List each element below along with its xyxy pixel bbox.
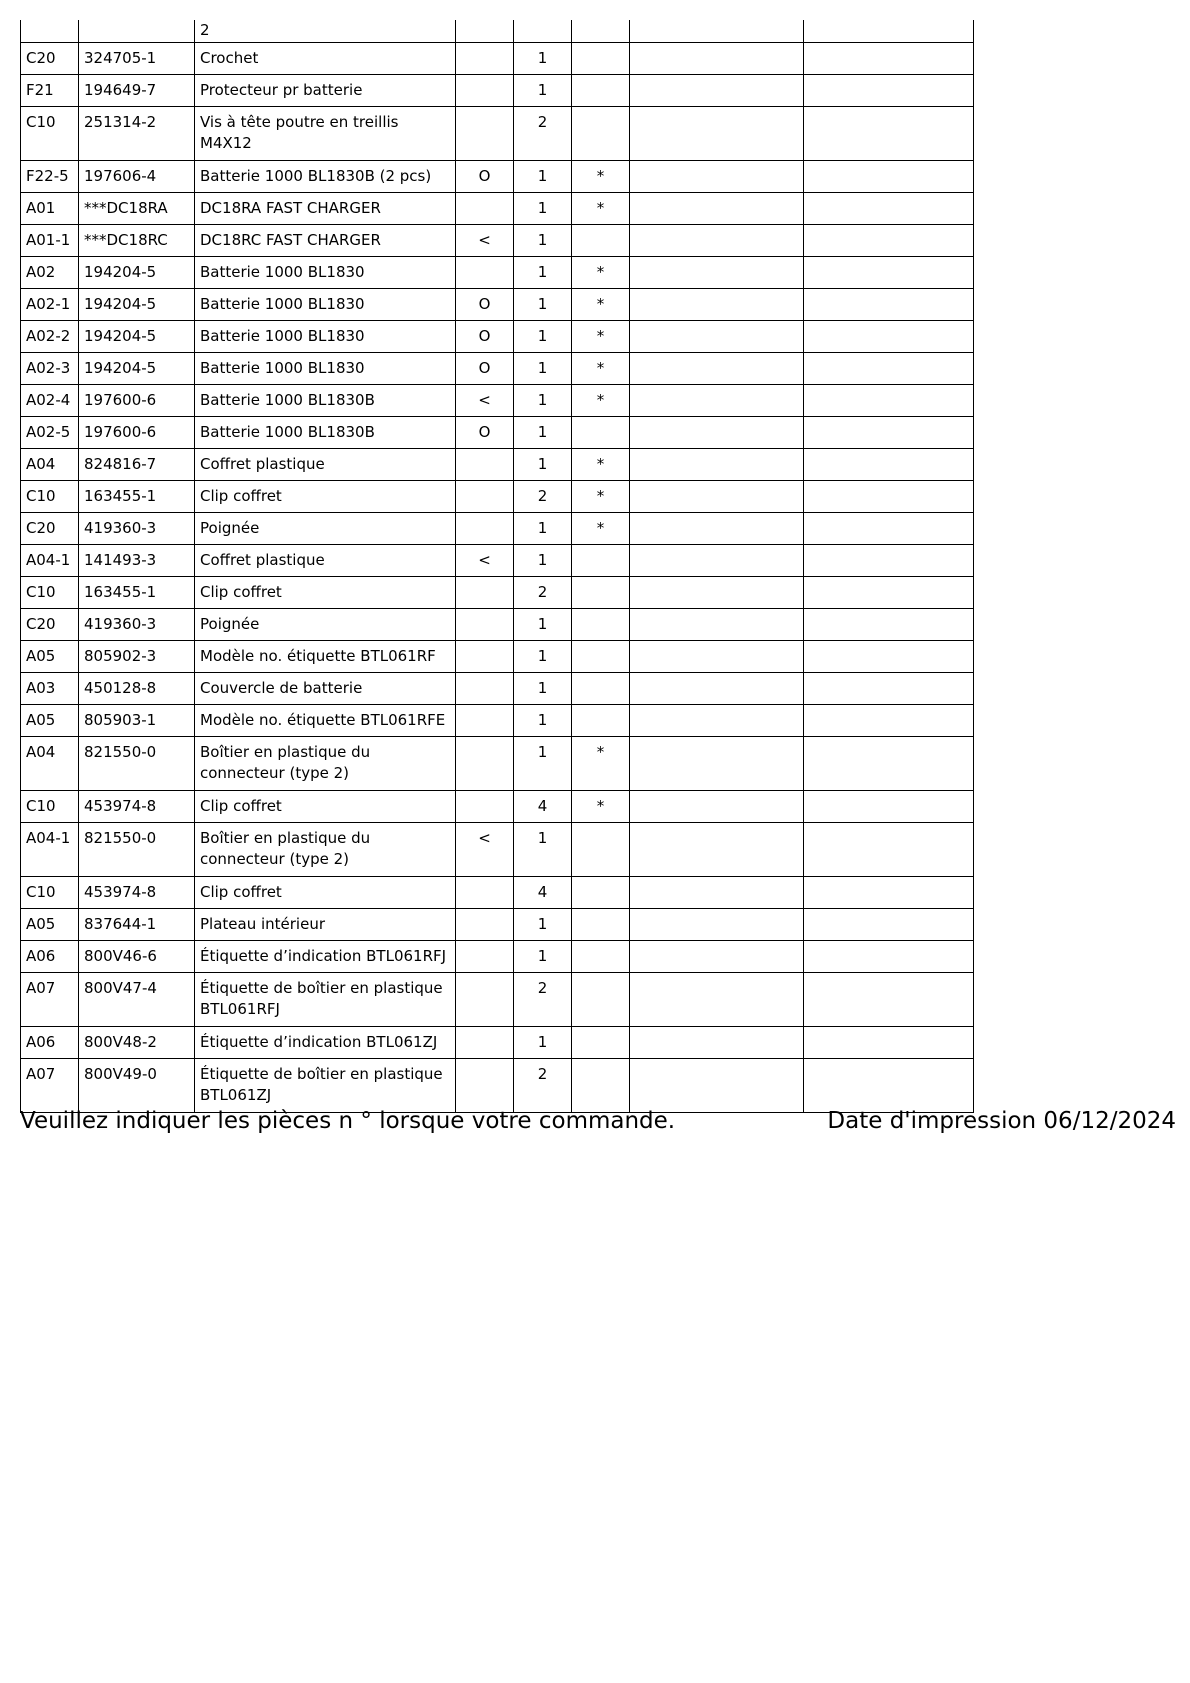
mark-cell xyxy=(456,449,514,481)
mark-cell: < xyxy=(456,225,514,257)
empty-cell xyxy=(630,43,804,75)
part-number-cell: 194204-5 xyxy=(79,289,195,321)
mark-cell xyxy=(456,75,514,107)
part-number-cell: 197600-6 xyxy=(79,417,195,449)
table-row xyxy=(21,417,974,449)
quantity-cell: 1 xyxy=(514,257,572,289)
part-number-cell: 194204-5 xyxy=(79,353,195,385)
table-row xyxy=(21,705,974,737)
description-cell: Boîtier en plastique du connecteur (type 2) xyxy=(195,823,456,877)
empty-cell xyxy=(630,1059,804,1113)
ref-cell: C10 xyxy=(21,577,79,609)
empty-cell xyxy=(804,385,974,417)
mark-cell: O xyxy=(456,161,514,193)
star-cell xyxy=(572,43,630,75)
table-row xyxy=(21,1059,974,1113)
mark-cell xyxy=(456,577,514,609)
description-cell: Crochet xyxy=(195,43,456,75)
empty-cell xyxy=(630,973,804,1027)
empty-cell xyxy=(804,449,974,481)
part-number-cell: 800V47-4 xyxy=(79,973,195,1027)
parts-table-body xyxy=(21,20,974,1113)
quantity-cell: 1 xyxy=(514,417,572,449)
star-cell xyxy=(572,941,630,973)
star-cell xyxy=(572,225,630,257)
star-cell xyxy=(572,909,630,941)
quantity-cell: 1 xyxy=(514,705,572,737)
star-cell xyxy=(572,417,630,449)
quantity-cell: 1 xyxy=(514,43,572,75)
description-cell: Batterie 1000 BL1830 xyxy=(195,289,456,321)
empty-cell xyxy=(630,417,804,449)
description-cell: Étiquette d’indication BTL061ZJ xyxy=(195,1027,456,1059)
part-number-cell: 453974-8 xyxy=(79,791,195,823)
mark-cell xyxy=(456,1027,514,1059)
mark-cell xyxy=(456,909,514,941)
description-cell: Modèle no. étiquette BTL061RF xyxy=(195,641,456,673)
quantity-cell: 1 xyxy=(514,1027,572,1059)
part-number-cell: 800V49-0 xyxy=(79,1059,195,1113)
star-cell xyxy=(572,877,630,909)
description-cell: Batterie 1000 BL1830 xyxy=(195,353,456,385)
part-number-cell: 141493-3 xyxy=(79,545,195,577)
empty-cell xyxy=(630,75,804,107)
description-cell: Batterie 1000 BL1830B (2 pcs) xyxy=(195,161,456,193)
empty-cell xyxy=(804,289,974,321)
description-cell: Batterie 1000 BL1830 xyxy=(195,257,456,289)
table-row xyxy=(21,193,974,225)
part-number-cell: 197606-4 xyxy=(79,161,195,193)
empty-cell xyxy=(630,513,804,545)
empty-cell xyxy=(804,513,974,545)
quantity-cell: 2 xyxy=(514,107,572,161)
empty-cell xyxy=(804,577,974,609)
quantity-cell xyxy=(514,20,572,43)
mark-cell: O xyxy=(456,321,514,353)
description-cell: Clip coffret xyxy=(195,577,456,609)
empty-cell xyxy=(630,353,804,385)
mark-cell xyxy=(456,737,514,791)
table-row xyxy=(21,737,974,791)
empty-cell xyxy=(630,289,804,321)
empty-cell xyxy=(630,577,804,609)
star-cell xyxy=(572,107,630,161)
quantity-cell: 1 xyxy=(514,193,572,225)
part-number-cell: ***DC18RA xyxy=(79,193,195,225)
table-row xyxy=(21,609,974,641)
quantity-cell: 1 xyxy=(514,673,572,705)
empty-cell xyxy=(804,1059,974,1113)
star-cell: * xyxy=(572,161,630,193)
ref-cell: A01 xyxy=(21,193,79,225)
quantity-cell: 2 xyxy=(514,973,572,1027)
star-cell xyxy=(572,973,630,1027)
empty-cell xyxy=(804,353,974,385)
empty-cell xyxy=(630,705,804,737)
quantity-cell: 1 xyxy=(514,737,572,791)
table-row xyxy=(21,257,974,289)
empty-cell xyxy=(804,161,974,193)
empty-cell xyxy=(804,941,974,973)
quantity-cell: 1 xyxy=(514,225,572,257)
ref-cell: A07 xyxy=(21,1059,79,1113)
empty-cell xyxy=(630,545,804,577)
ref-cell: A04-1 xyxy=(21,545,79,577)
ref-cell: A04 xyxy=(21,449,79,481)
mark-cell xyxy=(456,107,514,161)
ref-cell: A02-5 xyxy=(21,417,79,449)
ref-cell: C20 xyxy=(21,513,79,545)
mark-cell: O xyxy=(456,353,514,385)
quantity-cell: 1 xyxy=(514,641,572,673)
ref-cell xyxy=(21,20,79,43)
quantity-cell: 1 xyxy=(514,161,572,193)
part-number-cell: 824816-7 xyxy=(79,449,195,481)
mark-cell xyxy=(456,1059,514,1113)
empty-cell xyxy=(804,673,974,705)
mark-cell: O xyxy=(456,289,514,321)
empty-cell xyxy=(630,20,804,43)
mark-cell xyxy=(456,791,514,823)
empty-cell xyxy=(804,737,974,791)
part-number-cell: 163455-1 xyxy=(79,481,195,513)
table-row xyxy=(21,791,974,823)
quantity-cell: 1 xyxy=(514,609,572,641)
mark-cell xyxy=(456,43,514,75)
part-number-cell: 194204-5 xyxy=(79,257,195,289)
empty-cell xyxy=(804,75,974,107)
empty-cell xyxy=(630,107,804,161)
description-cell: Batterie 1000 BL1830B xyxy=(195,385,456,417)
quantity-cell: 1 xyxy=(514,909,572,941)
table-row xyxy=(21,909,974,941)
description-cell: Protecteur pr batterie xyxy=(195,75,456,107)
empty-cell xyxy=(804,973,974,1027)
description-cell: Poignée xyxy=(195,609,456,641)
empty-cell xyxy=(630,161,804,193)
description-cell: 2 xyxy=(195,20,456,43)
star-cell: * xyxy=(572,193,630,225)
part-number-cell: ***DC18RC xyxy=(79,225,195,257)
description-cell: Étiquette de boîtier en plastique BTL061ZJ xyxy=(195,1059,456,1113)
table-row xyxy=(21,107,974,161)
star-cell xyxy=(572,20,630,43)
table-row xyxy=(21,941,974,973)
mark-cell xyxy=(456,193,514,225)
table-row xyxy=(21,385,974,417)
empty-cell xyxy=(804,1027,974,1059)
ref-cell: A04 xyxy=(21,737,79,791)
empty-cell xyxy=(630,481,804,513)
mark-cell xyxy=(456,20,514,43)
description-cell: Boîtier en plastique du connecteur (type 2) xyxy=(195,737,456,791)
quantity-cell: 1 xyxy=(514,321,572,353)
ref-cell: F21 xyxy=(21,75,79,107)
ref-cell: A05 xyxy=(21,909,79,941)
star-cell: * xyxy=(572,513,630,545)
ref-cell: C20 xyxy=(21,609,79,641)
star-cell: * xyxy=(572,321,630,353)
star-cell xyxy=(572,1059,630,1113)
star-cell: * xyxy=(572,353,630,385)
description-cell: Étiquette de boîtier en plastique BTL061RFJ xyxy=(195,973,456,1027)
description-cell: Modèle no. étiquette BTL061RFE xyxy=(195,705,456,737)
ref-cell: A05 xyxy=(21,641,79,673)
quantity-cell: 1 xyxy=(514,513,572,545)
table-row xyxy=(21,481,974,513)
part-number-cell: 453974-8 xyxy=(79,877,195,909)
empty-cell xyxy=(630,737,804,791)
quantity-cell: 4 xyxy=(514,877,572,909)
empty-cell xyxy=(630,225,804,257)
empty-cell xyxy=(804,823,974,877)
table-row xyxy=(21,1027,974,1059)
mark-cell: < xyxy=(456,385,514,417)
part-number-cell: 800V46-6 xyxy=(79,941,195,973)
table-row xyxy=(21,449,974,481)
ref-cell: A05 xyxy=(21,705,79,737)
star-cell: * xyxy=(572,737,630,791)
ref-cell: C10 xyxy=(21,107,79,161)
mark-cell: < xyxy=(456,545,514,577)
part-number-cell: 805902-3 xyxy=(79,641,195,673)
empty-cell xyxy=(804,877,974,909)
star-cell xyxy=(572,641,630,673)
ref-cell: A02-2 xyxy=(21,321,79,353)
empty-cell xyxy=(630,673,804,705)
ref-cell: C10 xyxy=(21,791,79,823)
part-number-cell: 821550-0 xyxy=(79,737,195,791)
ref-cell: A03 xyxy=(21,673,79,705)
mark-cell xyxy=(456,609,514,641)
continuation-row xyxy=(21,20,974,43)
empty-cell xyxy=(630,641,804,673)
star-cell xyxy=(572,673,630,705)
ref-cell: A07 xyxy=(21,973,79,1027)
part-number-cell: 450128-8 xyxy=(79,673,195,705)
star-cell: * xyxy=(572,385,630,417)
empty-cell xyxy=(630,909,804,941)
empty-cell xyxy=(630,449,804,481)
quantity-cell: 1 xyxy=(514,545,572,577)
empty-cell xyxy=(804,609,974,641)
star-cell: * xyxy=(572,257,630,289)
description-cell: Clip coffret xyxy=(195,791,456,823)
table-row xyxy=(21,673,974,705)
ref-cell: C10 xyxy=(21,481,79,513)
star-cell xyxy=(572,577,630,609)
empty-cell xyxy=(630,257,804,289)
ref-cell: A02-4 xyxy=(21,385,79,417)
star-cell xyxy=(572,705,630,737)
table-row xyxy=(21,577,974,609)
table-row xyxy=(21,973,974,1027)
empty-cell xyxy=(630,1027,804,1059)
description-cell: Batterie 1000 BL1830 xyxy=(195,321,456,353)
empty-cell xyxy=(804,791,974,823)
description-cell: Clip coffret xyxy=(195,877,456,909)
empty-cell xyxy=(630,609,804,641)
table-row xyxy=(21,321,974,353)
quantity-cell: 1 xyxy=(514,75,572,107)
mark-cell: < xyxy=(456,823,514,877)
table-row xyxy=(21,641,974,673)
empty-cell xyxy=(630,823,804,877)
table-row xyxy=(21,545,974,577)
star-cell xyxy=(572,823,630,877)
description-cell: Coffret plastique xyxy=(195,449,456,481)
quantity-cell: 2 xyxy=(514,481,572,513)
ref-cell: A02-3 xyxy=(21,353,79,385)
star-cell: * xyxy=(572,791,630,823)
mark-cell xyxy=(456,877,514,909)
quantity-cell: 1 xyxy=(514,289,572,321)
ref-cell: F22-5 xyxy=(21,161,79,193)
table-row xyxy=(21,161,974,193)
description-cell: Coffret plastique xyxy=(195,545,456,577)
table-row xyxy=(21,353,974,385)
star-cell xyxy=(572,75,630,107)
part-number-cell: 194649-7 xyxy=(79,75,195,107)
part-number-cell: 194204-5 xyxy=(79,321,195,353)
description-cell: Plateau intérieur xyxy=(195,909,456,941)
empty-cell xyxy=(804,641,974,673)
star-cell: * xyxy=(572,481,630,513)
empty-cell xyxy=(804,481,974,513)
star-cell: * xyxy=(572,289,630,321)
quantity-cell: 1 xyxy=(514,823,572,877)
empty-cell xyxy=(804,417,974,449)
mark-cell xyxy=(456,481,514,513)
quantity-cell: 1 xyxy=(514,353,572,385)
mark-cell xyxy=(456,973,514,1027)
parts-table xyxy=(20,20,974,1113)
part-number-cell: 197600-6 xyxy=(79,385,195,417)
part-number-cell: 419360-3 xyxy=(79,513,195,545)
mark-cell xyxy=(456,257,514,289)
star-cell xyxy=(572,545,630,577)
empty-cell xyxy=(804,257,974,289)
mark-cell xyxy=(456,673,514,705)
table-row xyxy=(21,877,974,909)
part-number-cell: 324705-1 xyxy=(79,43,195,75)
ref-cell: A06 xyxy=(21,941,79,973)
description-cell: DC18RC FAST CHARGER xyxy=(195,225,456,257)
description-cell: Vis à tête poutre en treillis M4X12 xyxy=(195,107,456,161)
mark-cell xyxy=(456,641,514,673)
mark-cell xyxy=(456,705,514,737)
quantity-cell: 1 xyxy=(514,385,572,417)
empty-cell xyxy=(630,193,804,225)
quantity-cell: 1 xyxy=(514,449,572,481)
part-number-cell: 821550-0 xyxy=(79,823,195,877)
quantity-cell: 1 xyxy=(514,941,572,973)
table-row xyxy=(21,823,974,877)
mark-cell xyxy=(456,513,514,545)
empty-cell xyxy=(630,877,804,909)
empty-cell xyxy=(630,321,804,353)
table-row xyxy=(21,513,974,545)
empty-cell xyxy=(630,385,804,417)
ref-cell: A06 xyxy=(21,1027,79,1059)
ref-cell: A01-1 xyxy=(21,225,79,257)
star-cell: * xyxy=(572,449,630,481)
description-cell: DC18RA FAST CHARGER xyxy=(195,193,456,225)
empty-cell xyxy=(804,705,974,737)
empty-cell xyxy=(804,193,974,225)
part-number-cell: 251314-2 xyxy=(79,107,195,161)
empty-cell xyxy=(804,321,974,353)
table-row xyxy=(21,75,974,107)
part-number-cell: 163455-1 xyxy=(79,577,195,609)
empty-cell xyxy=(630,941,804,973)
ref-cell: A02 xyxy=(21,257,79,289)
table-row xyxy=(21,289,974,321)
ref-cell: C10 xyxy=(21,877,79,909)
star-cell xyxy=(572,609,630,641)
description-cell: Clip coffret xyxy=(195,481,456,513)
part-number-cell: 837644-1 xyxy=(79,909,195,941)
quantity-cell: 2 xyxy=(514,577,572,609)
mark-cell: O xyxy=(456,417,514,449)
empty-cell xyxy=(804,545,974,577)
mark-cell xyxy=(456,941,514,973)
empty-cell xyxy=(804,107,974,161)
description-cell: Couvercle de batterie xyxy=(195,673,456,705)
part-number-cell: 419360-3 xyxy=(79,609,195,641)
empty-cell xyxy=(630,791,804,823)
table-row xyxy=(21,225,974,257)
empty-cell xyxy=(804,43,974,75)
star-cell xyxy=(572,1027,630,1059)
table-row xyxy=(21,43,974,75)
part-number-cell: 805903-1 xyxy=(79,705,195,737)
print-date: Date d'impression 06/12/2024 xyxy=(827,1108,1176,1134)
quantity-cell: 2 xyxy=(514,1059,572,1113)
description-cell: Poignée xyxy=(195,513,456,545)
ref-cell: A04-1 xyxy=(21,823,79,877)
ref-cell: C20 xyxy=(21,43,79,75)
order-note: Veuillez indiquer les pièces n ° lorsque votre commande. xyxy=(20,1108,676,1134)
empty-cell xyxy=(804,20,974,43)
part-number-cell: 800V48-2 xyxy=(79,1027,195,1059)
description-cell: Batterie 1000 BL1830B xyxy=(195,417,456,449)
empty-cell xyxy=(804,225,974,257)
part-number-cell xyxy=(79,20,195,43)
description-cell: Étiquette d’indication BTL061RFJ xyxy=(195,941,456,973)
empty-cell xyxy=(804,909,974,941)
ref-cell: A02-1 xyxy=(21,289,79,321)
quantity-cell: 4 xyxy=(514,791,572,823)
